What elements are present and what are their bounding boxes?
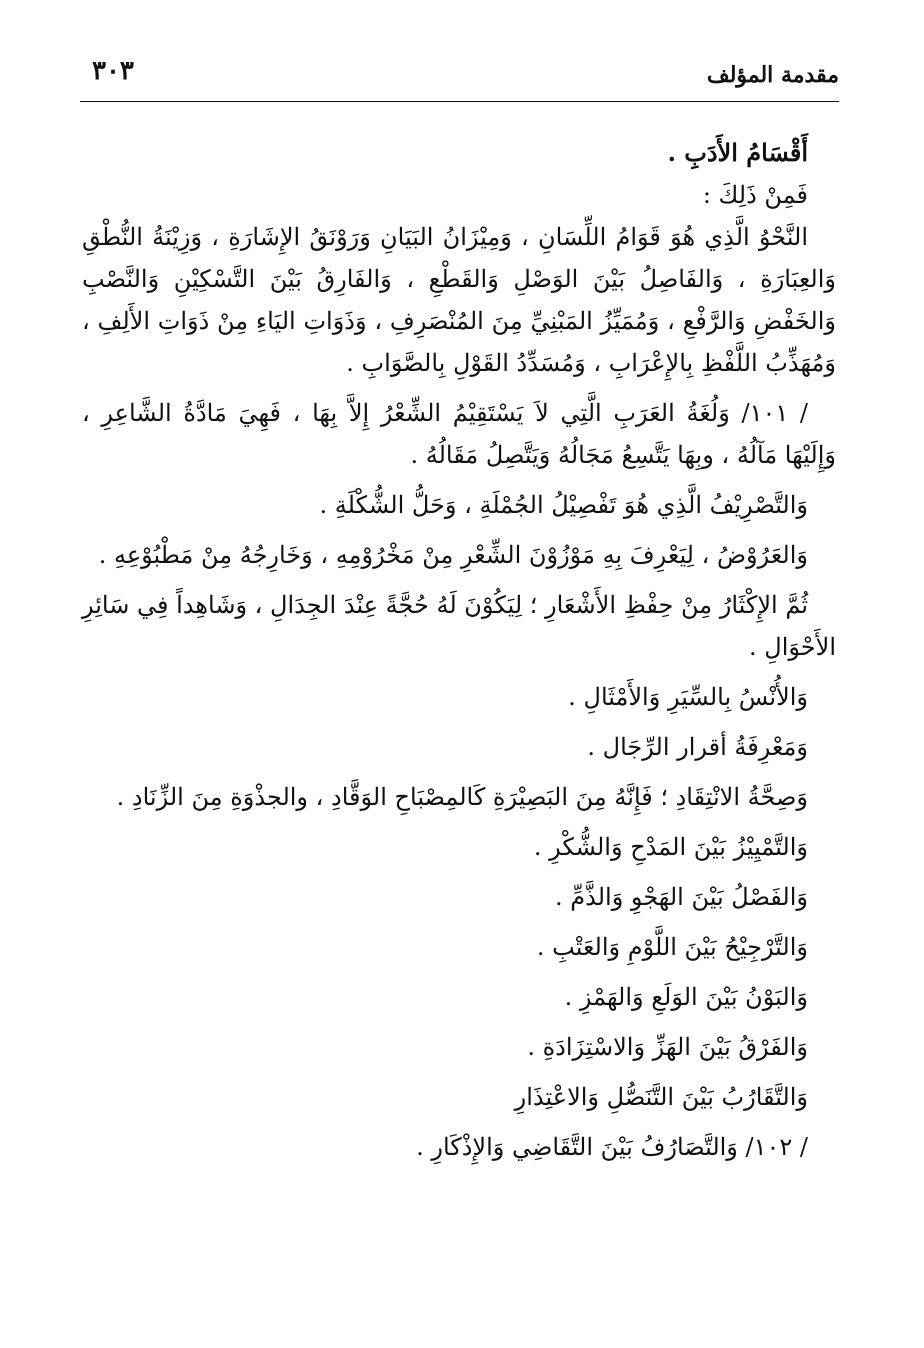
paragraph-criticism: وَصِحَّةُ الانْتِقَادِ ؛ فَإِنَّهُ مِنَ البَصِيْرَةِ كَالمِصْبَاحِ الوَقَّادِ ، والجذْوَةِ مِنَ الزِّنَادِ . — [116, 783, 808, 811]
section-heading: أَقْسَامُ الأَدَبِ . — [667, 138, 808, 167]
paragraph-gap — [82, 1018, 836, 1026]
paragraph-gap — [82, 768, 836, 776]
header-rule — [80, 101, 839, 102]
paragraph-satire: وَالفَصْلُ بَيْنَ الهَجْوِ وَالذَّمِّ . — [555, 883, 808, 911]
paragraph-gap — [82, 576, 836, 584]
paragraph-praise: وَالتَّمْيِيْزُ بَيْنَ المَدْحِ وَالشُّكْرِ . — [533, 833, 808, 861]
paragraph-gap — [82, 476, 836, 484]
paragraph-grammar: النَّحْوُ الَّذِي هُوَ قَوَامُ اللِّسَانِ ، وَمِيْزَانُ البَيَانِ وَرَوْنَقُ الإِشَارَةِ ، وَزِيْنَةُ النُّطْقِ وَالعِبَارَةِ ، وَالفَاصِلُ بَيْنَ الوَصْلِ وَالقَطْعِ ، وَالفَارِقُ بَيْنَ التَّسْكِيْنِ وَالنَّصْبِ وَالخَفْضِ وَالرَّفْعِ ، وَمُمَيِّزُ المَبْنِيِّ مِنَ المُنْصَرِفِ ، وَذَوَاتِ اليَاءِ مِنْ ذَوَاتِ الأَلِفِ ، وَمُهَذِّبُ اللَّفْظِ بِالإِعْرَابِ ، وَمُسَدِّدُ القَوْلِ بِالصَّوَابِ . — [82, 223, 836, 377]
page-number: ٣٠٣ — [92, 56, 134, 86]
paragraph-gap — [82, 868, 836, 876]
paragraph-apology: وَالتَّقَارُبُ بَيْنَ التَّنَصُّلِ وَالاعْتِذَارِ — [514, 1083, 808, 1111]
paragraph-gap — [82, 526, 836, 534]
running-header-title: مقدمة المؤلف — [706, 62, 839, 88]
paragraph-gap — [82, 384, 836, 392]
paragraph-men: وَمَعْرِفَةُ أقرار الرِّجَال . — [587, 733, 808, 761]
paragraph-gap — [82, 718, 836, 726]
paragraph-gap — [82, 818, 836, 826]
paragraph-reminder: / ١٠٢/ وَالتَّصَارُفُ بَيْنَ التَّقَاضِي وَالإِذْكَارِ . — [416, 1133, 808, 1161]
running-header — [80, 52, 839, 92]
paragraph-morphology: وَالتَّصْرِيْفُ الَّذِي هُوَ تَفْصِيْلُ الجُمْلَةِ ، وَحَلُّ الشُّكْلَةِ . — [319, 491, 808, 519]
paragraph-prosody: وَالعَرُوْضُ ، لِيَعْرِفَ بِهِ مَوْزُوْنَ الشِّعْرِ مِنْ مَخْرُوْمِهِ ، وَخَارِجُهُ مِنْ مَطْبُوْعِهِ . — [98, 541, 808, 569]
page-body — [82, 132, 836, 1168]
paragraph-poetry: ثُمَّ الإِكْثَارُ مِنْ حِفْظِ الأَشْعَارِ ؛ لِيَكُوْنَ لَهُ حُجَّةً عِنْدَ الجِدَالِ ، وَشَاهِداً فِي سَائِرِ الأَحْوَالِ . — [82, 591, 836, 661]
paragraph-gap — [82, 1118, 836, 1126]
paragraph-gap — [82, 918, 836, 926]
paragraph-request: وَالفَرْقُ بَيْنَ الهَزِّ وَالاسْتِزَادَةِ . — [527, 1033, 808, 1061]
paragraph-biographies: وَالأُنْسُ بِالسِّيَرِ وَالأَمْثَالِ . — [568, 683, 808, 711]
paragraph-gap — [82, 668, 836, 676]
paragraph-gap — [82, 968, 836, 976]
paragraph-language: / ١٠١/ وَلُغَةُ العَرَبِ الَّتِي لاَ يَسْتَقِيْمُ الشِّعْرُ إِلاَّ بِهَا ، فَهِيَ مَادَّةُ الشَّاعِرِ ، وَإِلَيْهَا مَآلُهُ ، وبِهَا يَتَّسِعُ مَجَالُهُ وَيَتَّصِلُ مَقَالُهُ . — [82, 399, 836, 469]
paragraph-passion: وَالبَوْنُ بَيْنَ الوَلَعِ وَالهَمْزِ . — [564, 983, 808, 1011]
paragraph-blame: وَالتَّرْجِيْحُ بَيْنَ اللَّوْمِ وَالعَتْبِ . — [536, 933, 808, 961]
paragraph-intro: فَمِنْ ذَلِكَ : — [702, 181, 808, 209]
paragraph-gap — [82, 1068, 836, 1076]
